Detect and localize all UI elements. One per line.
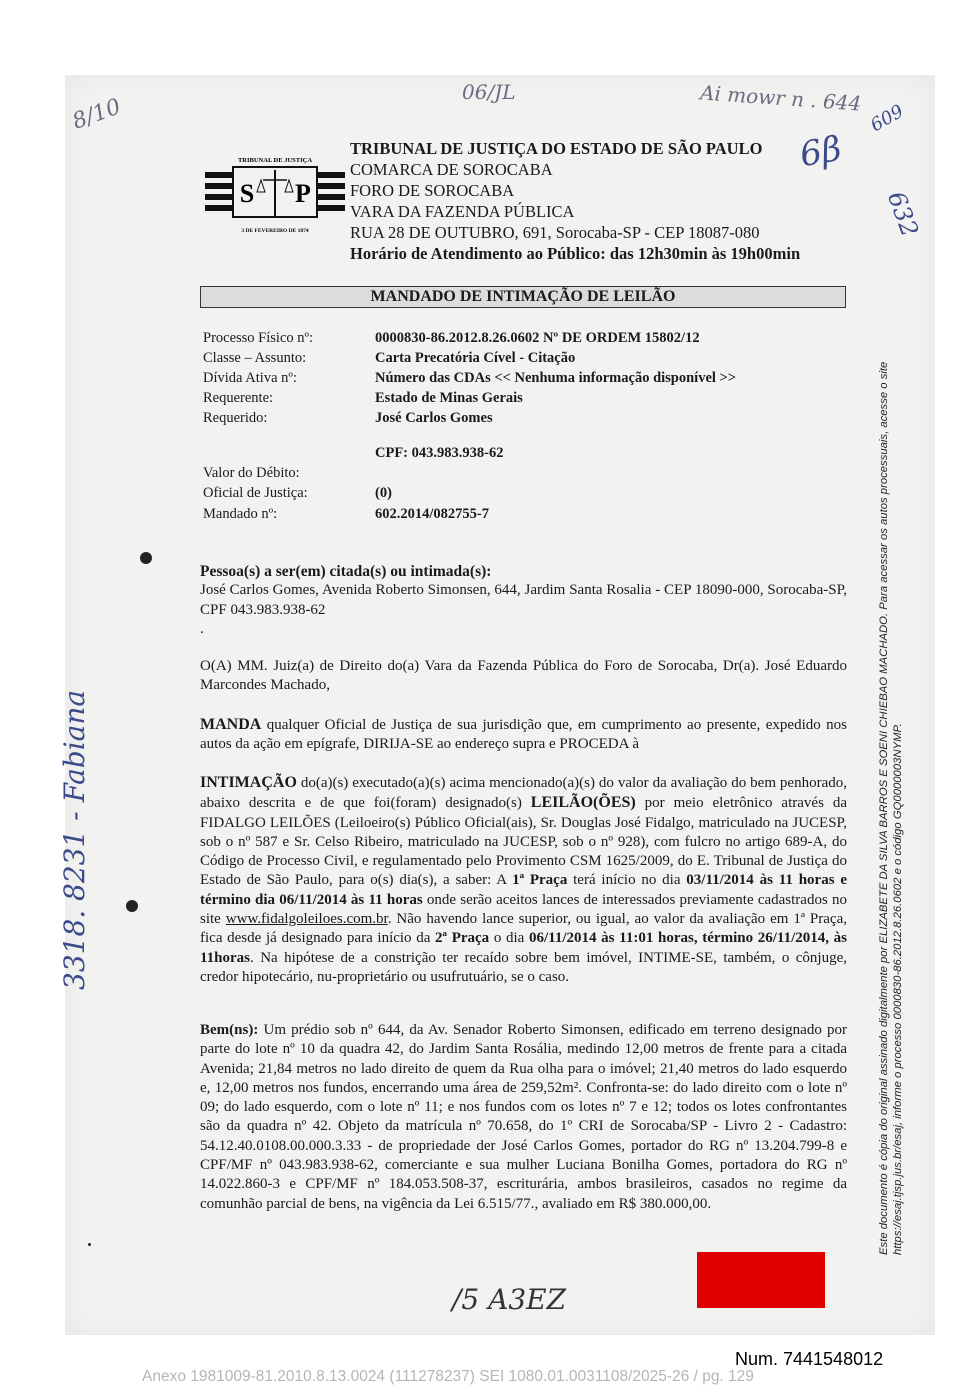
field-value: Estado de Minas Gerais xyxy=(375,390,523,406)
second-praca-dates: 06/11/2014 às 11:01 horas, término 26/11/2014, às 11horas xyxy=(200,930,848,966)
auction-site-link[interactable]: www.fidalgoleiloes.com.br xyxy=(225,911,388,928)
field-label: Requerido: xyxy=(203,410,268,426)
field-label: Mandado nº: xyxy=(203,506,278,522)
first-praca-dates: 03/11/2014 às 11 horas e término dia 06/11/2014 às 11 horas xyxy=(200,872,847,908)
foro: FORO DE SOROCABA xyxy=(350,181,515,200)
logo-left-letter: S xyxy=(239,179,255,208)
comarca: COMARCA DE SOROCABA xyxy=(350,160,553,179)
field-label: Oficial de Justiça: xyxy=(203,485,308,501)
document-title: MANDADO DE INTIMAÇÃO DE LEILÃO xyxy=(200,286,846,308)
separator-dot: . xyxy=(200,620,204,637)
punch-mark xyxy=(126,900,138,912)
intimacao-paragraph xyxy=(200,773,847,987)
intimacao-word: INTIMAÇÃO xyxy=(200,774,297,791)
handwritten-note-right-b: 609 xyxy=(867,100,908,137)
signature-notice-line-1: Este documento é cópia do original assinado digitalmente por ELIZABETE DA SILVA BARROS E SOENI CHIEBAO MACHADO. Para acessar os autos processuais, acesse o site xyxy=(878,361,890,1255)
intimacao-text: . Não havendo lance superior, ou igual, ao valor da avaliação em 1ª Praça, fica desde já designado para início da xyxy=(200,911,847,947)
handwritten-note-right-a: 6β xyxy=(796,128,845,176)
court-address: RUA 28 DE OUTUBRO, 691, Sorocaba-SP - CEP 18087-080 xyxy=(350,223,760,242)
document-number: Num. 7441548012 xyxy=(735,1349,884,1369)
leilao-word: LEILÃO(ÕES) xyxy=(530,794,636,812)
person-details: José Carlos Gomes, Avenida Roberto Simonsen, 644, Jardim Santa Rosalia - CEP 18090-000, Sorocaba-SP, CPF 043.983.938-62 xyxy=(200,582,847,618)
office-hours: Horário de Atendimento ao Público: das 12h30min às 19h00min xyxy=(350,244,801,263)
bens-text: Um prédio sob nº 644, da Av. Senador Roberto Simonsen, edificado em terreno designado por parte do lote nº 10 da quadra 42, do Jardim Santa Rosália, medindo 12,00 metros de frente para a citada Avenida; 21,84 metros no lado direito de quem da Rua olha para o imóvel; 21,40 metros do lado esquerdo e, 12,00 metros nos fundos, encerrando uma área de 259,52m². Confronta-se: do lado direito com o lote nº 09; do lado esquerdo, com o lote nº 11; e nos fundos com os lotes nº 7 e 12; todos os lotes confrontantes são da quadra nº 42. Objeto da matrícula nº 70.658, do 1º CRI de Sorocaba/SP - Livro 2 - Cadastro: 54.12.40.0108.00.000.3.33 - de propriedade der José Carlos Gomes, portador do RG nº 13.204.799-8 e CPF/MF nº 043.983.938-62, comerciante e sua mulher Luciana Bonilha Gomes, portadora do RG nº 14.022.860-3 e CPF/MF nº 184.053.508-37, escriturária, ambos brasileiros, casados no regime da comunhão parcial de bens, na vigência da Lei 6.515/77., avaliado em R$ 380.000,00. xyxy=(200,1022,847,1212)
field-label: Classe – Assunto: xyxy=(203,350,307,366)
field-value: José Carlos Gomes xyxy=(375,410,493,426)
intimacao-text: terá início no dia xyxy=(567,872,687,889)
court-name: TRIBUNAL DE JUSTIÇA DO ESTADO DE SÃO PAULO xyxy=(350,139,763,158)
field-label: Requerente: xyxy=(203,390,274,406)
signature-notice-line-2: https://esaj.tjsp.jus.br/esaj, informe o processo 0000830-86.2012.8.26.0602 e o código GQ0000003NYMP. xyxy=(891,723,904,1255)
court-logo xyxy=(205,150,345,240)
field-label: Valor do Débito: xyxy=(203,465,300,481)
judge-paragraph: O(A) MM. Juiz(a) de Direito do(a) Vara da Fazenda Pública do Foro de Sorocaba, Dr(a). José Eduardo Marcondes Machado, xyxy=(200,658,847,694)
handwritten-note-right-c: 632 xyxy=(881,187,924,241)
manda-text: qualquer Oficial de Justiça de sua jurisdição que, em cumprimento ao presente, expedido nos autos da ação em epígrafe, DIRIJA-SE ao endereço supra e PROCEDA à xyxy=(200,717,847,753)
redaction-box xyxy=(697,1252,825,1308)
intimacao-text: . Na hipótese de a constrição ter recaído sobre bem imóvel, INTIME-SE, também, o cônjuge, credor hipotecário, nu-proprietário ou usufrutuário, se o caso. xyxy=(200,949,847,985)
logo-bottom-text: 3 DE FEVEREIRO DE 1874 xyxy=(241,228,309,234)
punch-mark xyxy=(140,552,152,564)
manda-paragraph xyxy=(200,715,847,755)
intimacao-text: por meio eletrônico através da FIDALGO LEILÕES (Leiloeiro(s) Público Oficial(ais), Sr. Douglas José Fidalgo, matriculado na JUCESP, sob o nº 587 e Sr. Celso Ribeiro, matriculado na JUCESP, sob o nº 928), com fulcro no artigo 689-A, do Código de Processo Civil, e regulamentado pelo Provimento CSM 1625/2009, do E. Tribunal de Justiça do Estado de São Paulo, para o(s) dia(s), a saber: A xyxy=(200,795,848,889)
handwritten-note-top-center: 06/JL xyxy=(462,80,516,104)
handwritten-note-left-margin: 3318. 8231 - Fabiana xyxy=(58,689,91,990)
bens-paragraph xyxy=(200,1021,847,1214)
intimacao-text: do(a)(s) executado(a)(s) acima mencionado(a)(s) do valor da avaliação do bem penhorado, abaixo descrita e de que foi(foram) designado(s) xyxy=(200,775,847,812)
person-section xyxy=(200,562,847,639)
field-value: CPF: 043.983.938-62 xyxy=(375,445,504,461)
punch-mark xyxy=(88,1243,91,1246)
field-value: 602.2014/082755-7 xyxy=(375,506,489,522)
field-value: (0) xyxy=(375,485,392,501)
field-value: Número das CDAs << Nenhuma informação disponível >> xyxy=(375,370,737,386)
field-label: Processo Físico nº: xyxy=(203,330,314,346)
first-praca: 1ª Praça xyxy=(512,872,568,889)
intimacao-text: o dia xyxy=(489,930,530,947)
manda-word: MANDA xyxy=(200,716,262,733)
intimacao-text: onde serão aceitos lances de interessados previamente cadastrados no site xyxy=(200,891,847,928)
logo-right-letter: P xyxy=(295,179,311,208)
handwritten-note-top-right: Ai mowr n . 644 xyxy=(699,80,863,116)
field-value: Carta Precatória Cível - Citação xyxy=(375,350,576,366)
field-value: 0000830-86.2012.8.26.0602 Nº DE ORDEM 15802/12 xyxy=(375,330,700,346)
handwritten-signature: /5 A3EZ xyxy=(452,1283,567,1316)
court-header xyxy=(350,138,800,264)
person-heading: Pessoa(s) a ser(em) citada(s) ou intimada(s): xyxy=(200,563,492,580)
second-praca: 2ª Praça xyxy=(435,930,490,947)
bens-word: Bem(ns): xyxy=(200,1022,259,1038)
handwritten-note-top-left: 8/10 xyxy=(69,94,125,135)
digital-signature-notice xyxy=(878,275,905,1255)
annex-reference: Anexo 1981009-81.2010.8.13.0024 (111278237) SEI 1080.01.0031108/2025-26 / pg. 129 xyxy=(142,1368,754,1385)
logo-top-text: TRIBUNAL DE JUSTIÇA xyxy=(237,157,313,164)
vara: VARA DA FAZENDA PÚBLICA xyxy=(350,202,575,221)
field-label: Dívida Ativa nº: xyxy=(203,370,297,386)
